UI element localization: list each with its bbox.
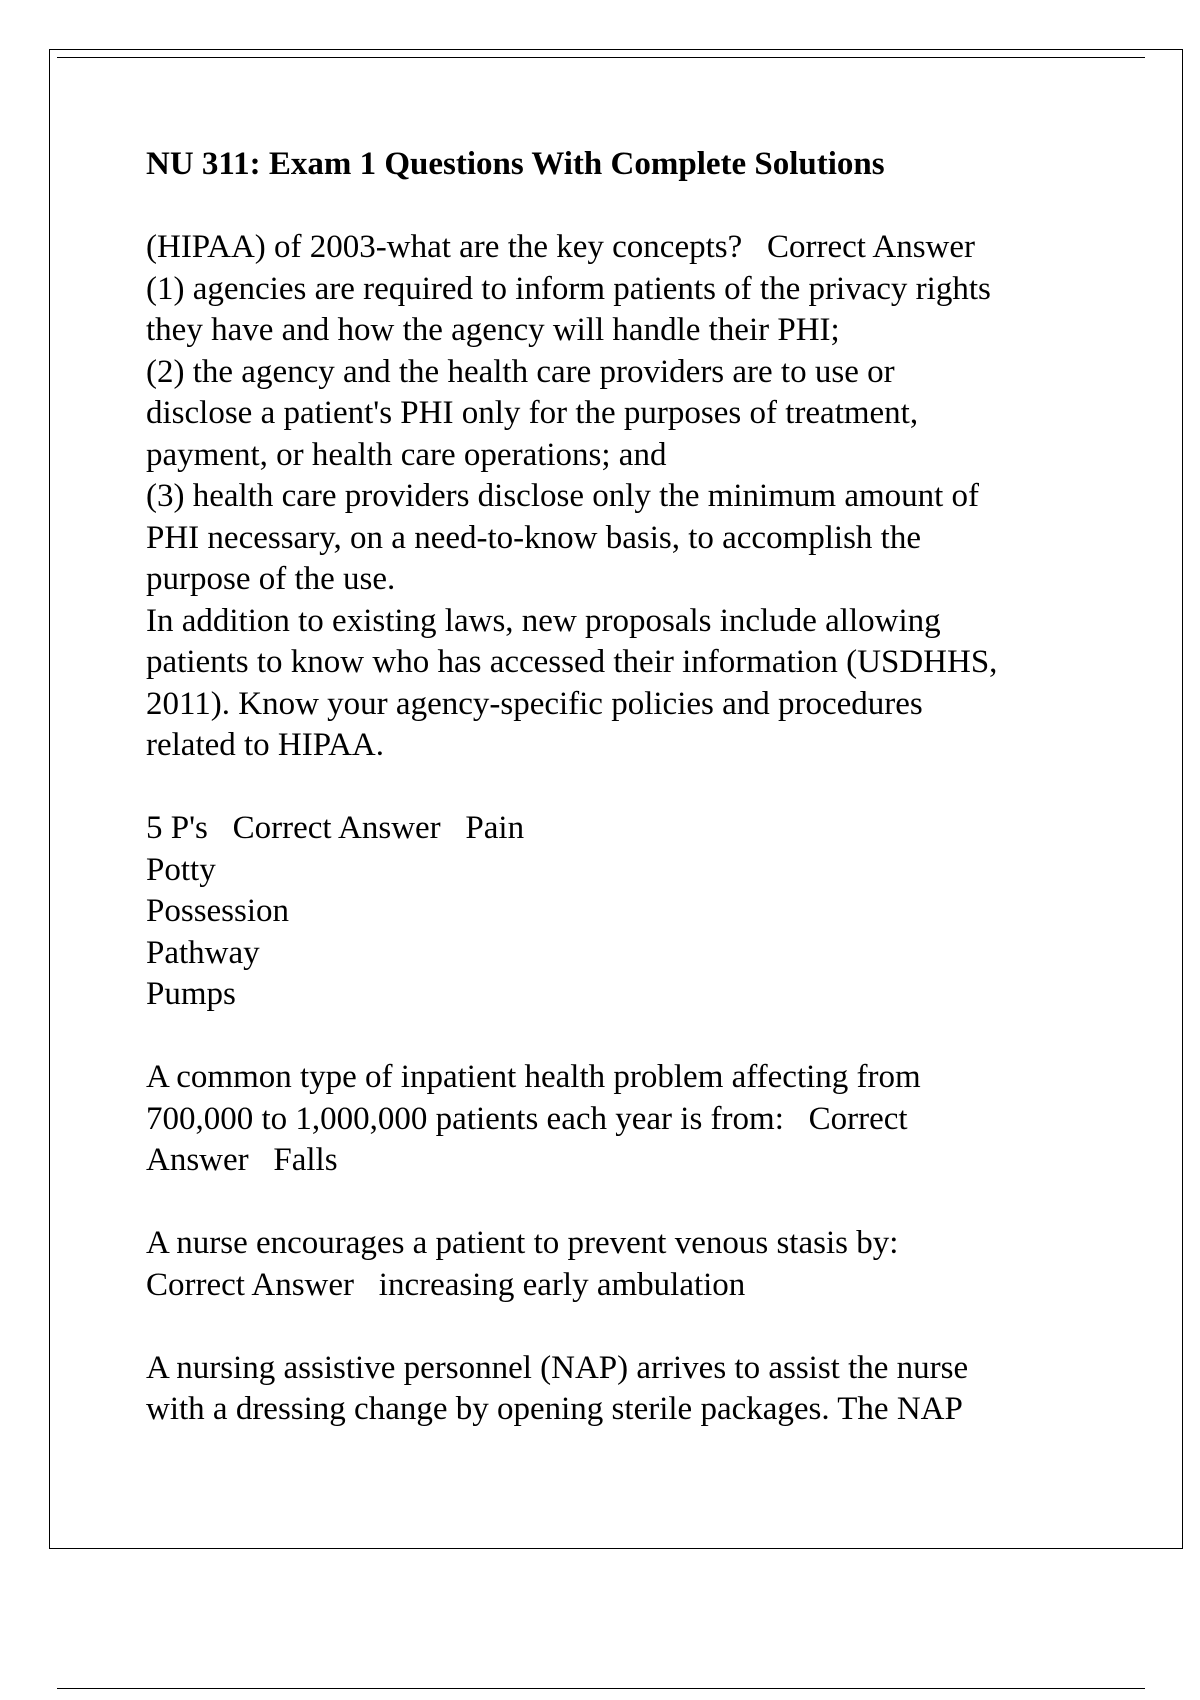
text-line: A common type of inpatient health problem affecting from [146, 1059, 921, 1095]
text-line: Possession [146, 893, 290, 929]
text-line: (1) agencies are required to inform patients of the privacy rights [146, 270, 991, 307]
text-line: PHI necessary, on a need-to-know basis, to accomplish the [146, 519, 921, 556]
text-line: (HIPAA) of 2003-what are the key concepts? Correct Answer [146, 229, 976, 265]
text-line: Pumps [146, 976, 236, 1012]
text-line: (3) health care providers disclose only the minimum amount of [146, 478, 980, 514]
text-line: purpose of the use. [146, 561, 396, 597]
qa-entry-falls [146, 1057, 1106, 1182]
text-line: In addition to existing laws, new proposals include allowing [146, 602, 941, 639]
text-line: (2) the agency and the health care providers are to use or [146, 353, 895, 390]
text-line: Pathway [146, 934, 260, 971]
footer-rule [57, 1688, 1145, 1689]
text-line: payment, or health care operations; and [146, 436, 667, 473]
text-line: Potty [146, 851, 216, 888]
qa-entry-nap [146, 1348, 1106, 1431]
text-line: 700,000 to 1,000,000 patients each year is from: Correct [146, 1100, 908, 1137]
text-line: disclose a patient's PHI only for the purposes of treatment, [146, 395, 919, 431]
document-body [146, 144, 1106, 1472]
text-line: Answer Falls [146, 1142, 338, 1178]
header-rule [57, 57, 1145, 58]
qa-entry-venous-stasis [146, 1223, 1106, 1306]
text-line: with a dressing change by opening sterile packages. The NAP [146, 1391, 963, 1427]
text-line: 5 P's Correct Answer Pain [146, 810, 525, 846]
text-line: A nursing assistive personnel (NAP) arrives to assist the nurse [146, 1349, 969, 1386]
qa-entry-hipaa [146, 227, 1106, 767]
text-line: they have and how the agency will handle their PHI; [146, 312, 840, 348]
text-line: patients to know who has accessed their information (USDHHS, [146, 644, 998, 680]
qa-entry-5-ps [146, 808, 1106, 1016]
document-title: NU 311: Exam 1 Questions With Complete Solutions [146, 146, 885, 182]
text-line: 2011). Know your agency-specific policies and procedures [146, 685, 923, 722]
text-line: A nurse encourages a patient to prevent venous stasis by: [146, 1225, 899, 1261]
text-line: related to HIPAA. [146, 727, 384, 763]
text-line: Correct Answer increasing early ambulation [146, 1266, 746, 1303]
